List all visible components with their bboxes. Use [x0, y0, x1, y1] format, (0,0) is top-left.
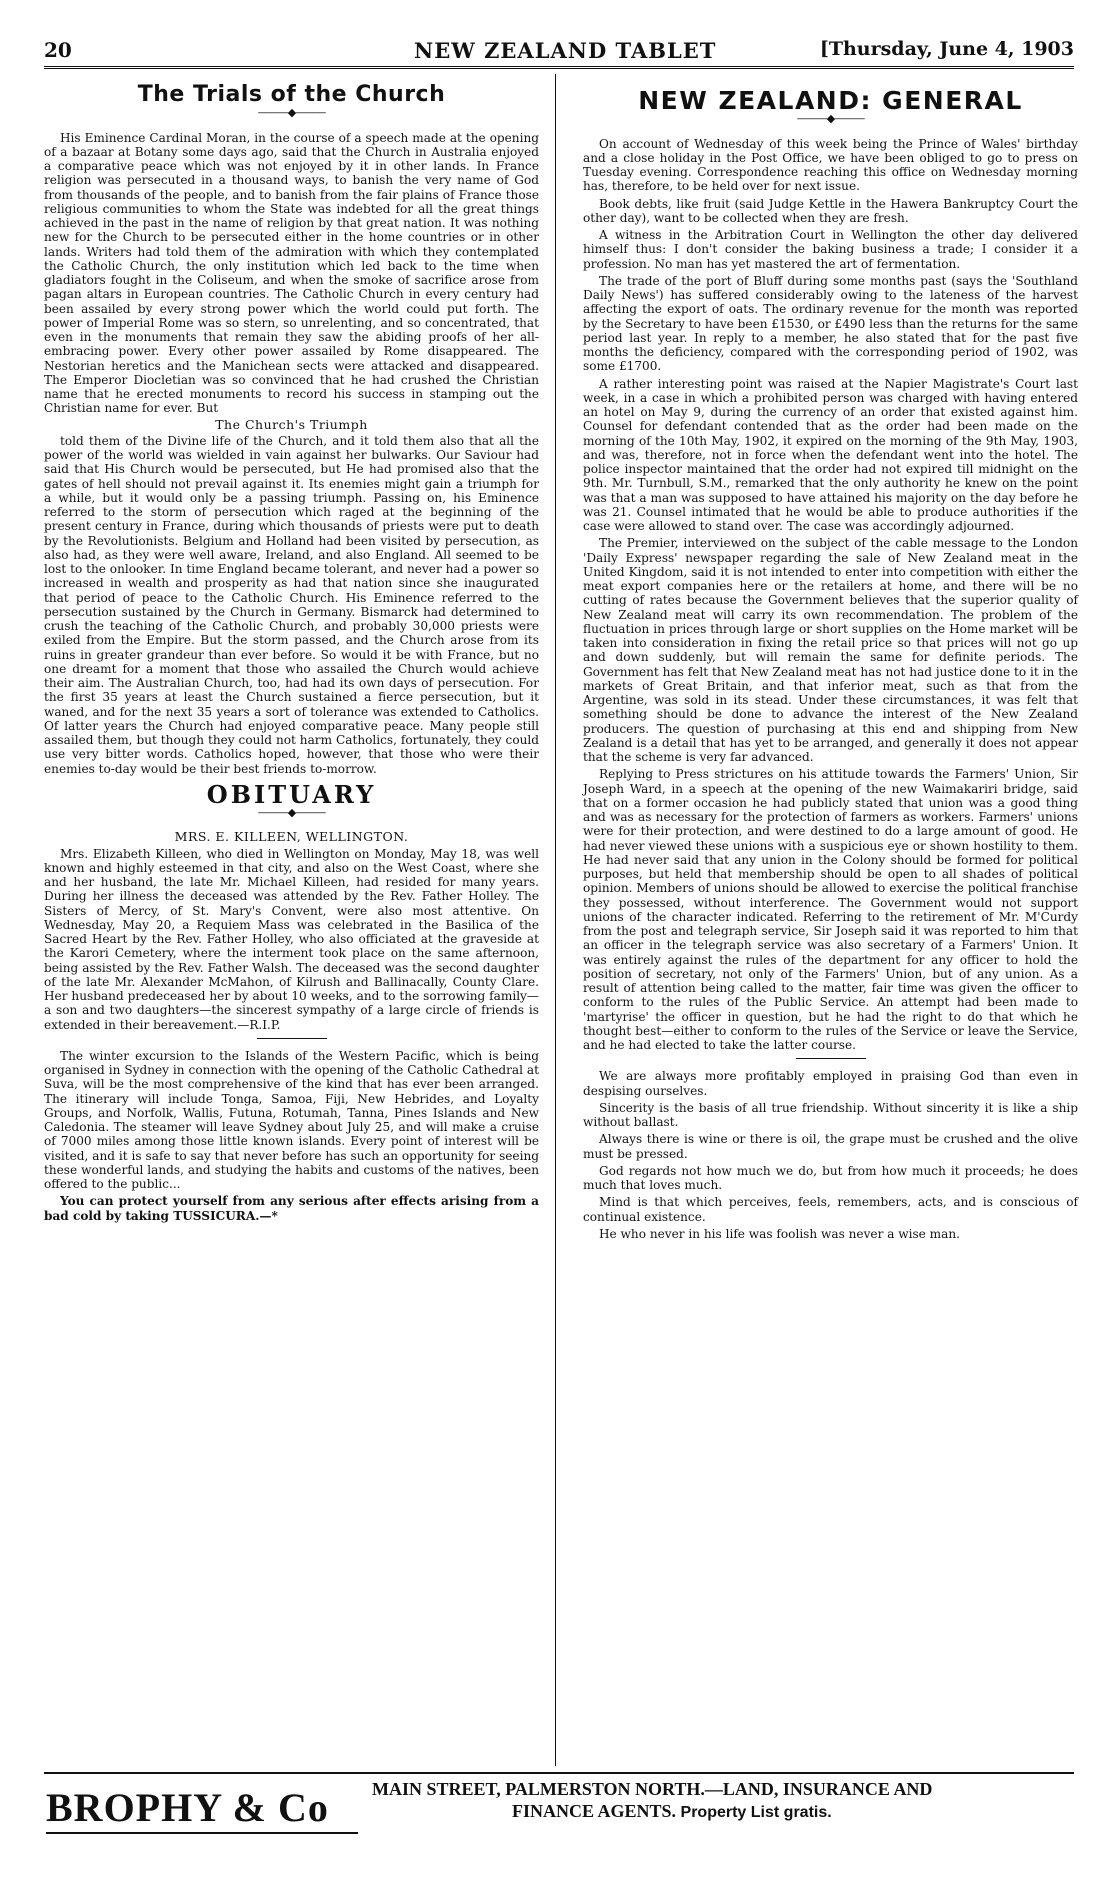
left-column — [44, 78, 539, 1223]
maxim: Sincerity is the basis of all true friendship. Without sincerity it is like a ship without ballast. — [583, 1100, 1078, 1129]
maxim: Always there is wine or there is oil, the grape must be crushed and the olive must be pressed. — [583, 1132, 1078, 1161]
news-paragraph: Replying to Press strictures on his attitude towards the Farmers' Union, Sir Joseph Ward, in a speech at the opening of the new Waimakariri bridge, said that on a former occasion he had publicly stated that union was a good thing and was as necessary for the protection of farmers as workers. Farmers' unions were for their protection, and were destined to do a large amount of good. He had never viewed these unions with a suspicious eye or shown hostility to them. He had never said that any union in the Colony should be formed for political purposes, but held that membership should be open to all shades of political opinion. Members of unions should be allowed to exercise the political franchise they possessed, without interference. The Government would not support unions of the character indicated. Referring to the retirement of Mr. M'Curdy from the post and telegraph service, Sir Joseph said it was reported to him that an officer in the telegraph service was also secretary of a Farmers' Union. It was entirely against the rules of the department for any officer to hold the position of secretary, not only of the Farmers' Union, but of any union. As a result of attention being called to the matter, fair time was given the officer to conform to the rules of the Public Service. An attempt had been made to 'martyrise' the officer in question, but he had the right to do that which he thought best—either to conform to the rules of the Service or leave the Service, and he had elected to take the latter course. — [583, 767, 1078, 1052]
footer-rule — [44, 1772, 1074, 1774]
news-paragraph: A rather interesting point was raised at the Napier Magistrate's Court last week, in a case in which a prohibited person was charged with having entered an hotel on May 9, during the currency of an order that existed against him. Counsel for defendant contended that as the order had been made on the morning of the 10th May, 1902, it expired on the morning of the 9th May, 1903, and was, therefore, not in force when the defendant went into the hotel. The police inspector maintained that the order had not expired till midnight on the 9th. Mr. Turnbull, S.M., remarked that the only authority he knew on the point was that a man was supposed to have attained his majority on the day before he was 21. Counsel intimated that he would be able to produce authorities if the case were allowed to stand over. The case was accordingly adjourned. — [583, 376, 1078, 533]
article-subhead: The Church's Triumph — [215, 416, 368, 432]
obituary-title: OBITUARY — [206, 779, 377, 809]
page-header — [44, 38, 1074, 68]
news-paragraph: A witness in the Arbitration Court in Wellington the other day delivered himself thus: I don't consider the baking business a trade; I consider it a profession. No man has yet mastered the art of fermentation. — [583, 228, 1078, 271]
news-paragraph: The trade of the port of Bluff during some months past (says the 'Southland Daily News') has suffered considerably owing to the lateness of the harvest affecting the export of oats. The ordinary revenue for the month was reported by the Secretary to have been £1530, or £490 less than the returns for the same period last year. In reply to a member, he also stated that for the past five months the deficiency, compared with the corresponding period of 1902, was some £1700. — [583, 273, 1078, 374]
issue-date: [Thursday, June 4, 1903 — [819, 38, 1074, 60]
advert-note: You can protect yourself from any serious after effects arising from a bad cold by taking TUSSICURA.—* — [44, 1194, 539, 1223]
article-paragraph: told them of the Divine life of the Church, and it told them also that all the power of the world was wielded in vain against her bulwarks. Our Saviour had said that His Church would be persecuted, but He had promised also that the gates of hell should not prevail against it. Its enemies might gain a triumph for a while, but it would only be a passing triumph. Passing on, his Eminence referred to the storm of persecution which raged at the beginning of the present century in France, during which thousands of priests were put to death by the Revolutionists. Belgium and Holland had been visited by persecution, as also had, as they were well aware, Ireland, and also England. All seemed to be lost to the onlooker. In time England became tolerant, and never had a power so increased in wealth and prosperity as had that nation since she inaugurated that period of peace to the Catholic Church. His Eminence referred to the persecution sustained by the Church in Germany. Bismarck had determined to crush the teaching of the Catholic Church, and probably 30,000 priests were exiled from the Empire. But the storm passed, and the Church arose from its ruins in greater grandeur than ever before. So would it be with France, but no one dreamt for a moment that those who assailed the Church would achieve their aim. The Australian Church, too, had had its own days of persecution. For the first 35 years at least the Church sustained a fierce persecution, but it waned, and for the next 35 years a sort of tolerance was extended to Catholics. Of latter years the Church had enjoyed comparative peace. Many people still assailed them, but though they could not harm Catholics, fortunately, they could use very bitter words. Catholics hoped, however, that those who were their enemies to-day would be their best friends to-morrow. — [44, 433, 539, 776]
advertisement-agents: FINANCE AGENTS. — [512, 1801, 677, 1821]
article-paragraph: His Eminence Cardinal Moran, in the course of a speech made at the opening of a bazaar at Botany some days ago, said that the Church in Australia enjoyed a comparative peace which was not enjoyed by it in other lands. In France religion was persecuted in a thousand ways, to banish the very name of God from thousands of the people, and to banish from the fair plains of France those religious communities to whom the State was indebted for all the great things achieved in the past in the name of religion by that great nation. It was nothing new for the Church to be persecuted either in the home countries or in other lands. Writers had told them of the admiration with which they contemplated the Catholic Church, the only institution which led back to the time when gladiators fought in the Coliseum, and when the smoke of sacrifice arose from pagan altars in European countries. The Catholic Church in every century had been assailed by every strong power which the world could put forth. The power of Imperial Rome was so stern, so unrelenting, and so concentrated, that even in the monuments that remain they saw the abiding proofs of her all-embracing power. Every other power assailed by Rome disappeared. The Nestorian heretics and the Manichean sects were attacked and disappeared. The Emperor Diocletian was so convinced that he had crushed the Christian name that he erected monuments to record his success in stamping out the Christian name for ever. But — [44, 130, 539, 416]
advertisement-line — [372, 1800, 1072, 1824]
short-rule — [796, 1058, 866, 1059]
advertiser-name: BROPHY & Co — [46, 1785, 329, 1830]
news-paragraph: Book debts, like fruit (said Judge Kettle in the Hawera Bankruptcy Court the other day), want to be collected when they are fresh. — [583, 196, 1078, 225]
header-rule — [44, 66, 1074, 69]
advertisement-gratis: Property List gratis. — [680, 1804, 832, 1821]
excursion-paragraph: The winter excursion to the Islands of the Western Pacific, which is being organised in Sydney in connection with the opening of the Catholic Cathedral at Suva, will be the most comprehensive of the kind that has ever been arranged. The itinerary will include Tonga, Samoa, Fiji, New Hebrides, and Loyalty Groups, and Norfolk, Wallis, Futuna, Rotumah, Tanna, Pines Islands and New Caledonia. The steamer will leave Sydney about July 25, and will make a cruise of 7000 miles among those little known islands. Every point of interest will be visited, and it is safe to say that never before has such an opportunity for seeing these wonderful lands, and studying the habits and customs of the natives, been offered to the public... — [44, 1048, 539, 1191]
ornament-divider: ———◆——— — [796, 112, 865, 126]
ornament-divider: ———◆——— — [257, 806, 326, 819]
maxim: God regards not how much we do, but from how much it proceeds; he does much that loves much. — [583, 1163, 1078, 1192]
publication-title: NEW ZEALAND TABLET — [414, 38, 717, 63]
news-paragraph: The Premier, interviewed on the subject of the cable message to the London 'Daily Express' newspaper regarding the sale of New Zealand meat in the United Kingdom, said it is not intended to enter into competition with either the meat export companies here or the retailers at home, and there will be no cutting of rates because the Government believes that the superior quality of New Zealand meat will carry its own recommendation. The problem of the fluctuation in prices through large or short supplies on the Home market will be taken into consideration in fixing the retail price so that prices will not go up and down suddenly, but will remain the same for definite periods. The Government has felt that New Zealand meat has not had justice done to it in the markets of Great Britain, and that inferior meat, such as that from the Argentine, was sold in its stead. Under these circumstances, it was felt that something should be done to advance the interest of the New Zealand producers. The question of purchasing at this end and shipping from New Zealand is a detail that has yet to be arranged, and generally it does not appear that the scheme is very far advanced. — [583, 536, 1078, 764]
page-number: 20 — [44, 38, 72, 62]
article-title: The Trials of the Church — [137, 82, 446, 107]
advertisement-text — [372, 1778, 1072, 1824]
obituary-subhead: MRS. E. KILLEEN, WELLINGTON. — [174, 829, 409, 845]
maxim: Mind is that which perceives, feels, remembers, acts, and is conscious of continual existence. — [583, 1195, 1078, 1224]
right-column — [583, 78, 1078, 1241]
maxim: He who never in his life was foolish was never a wise man. — [599, 1226, 960, 1241]
section-title: NEW ZEALAND: GENERAL — [638, 86, 1023, 115]
short-rule — [257, 1038, 327, 1039]
maxim: We are always more profitably employed in praising God than even in despising ourselves. — [583, 1069, 1078, 1098]
obituary-paragraph: Mrs. Elizabeth Killeen, who died in Wellington on Monday, May 18, was well known and highly esteemed in that city, and also on the West Coast, where she and her husband, the late Mr. Michael Killeen, had resided for many years. During her illness the deceased was attended by the Rev. Father Holley. The Sisters of Mercy, of St. Mary's Convent, were also most attentive. On Wednesday, May 20, a Requiem Mass was celebrated in the Basilica of the Sacred Heart by the Rev. Father Holley, who also officiated at the graveside at the Karori Cemetery, where the interment took place on the same afternoon, being assisted by the Rev. Father Walsh. The deceased was the second daughter of the late Mr. Alexander McMahon, of Kilrush and Ballinacally, County Clare. Her husband predeceased her by about 10 weeks, and to the sorrowing family—a son and two daughters—the sincerest sympathy of a large circle of friends is extended in their bereavement.—R.I.P. — [44, 846, 539, 1032]
advertiser-underline — [46, 1832, 358, 1834]
ornament-divider: ———◆——— — [257, 106, 326, 120]
column-divider — [555, 74, 556, 1766]
news-paragraph: On account of Wednesday of this week being the Prince of Wales' birthday and a close holiday in the Post Office, we have been obliged to go to press on Tuesday evening. Correspondence reaching this office on Wednesday morning has, therefore, to be held over for next issue. — [583, 136, 1078, 194]
advertisement-line: MAIN STREET, PALMERSTON NORTH.—LAND, INSURANCE AND — [372, 1779, 933, 1799]
